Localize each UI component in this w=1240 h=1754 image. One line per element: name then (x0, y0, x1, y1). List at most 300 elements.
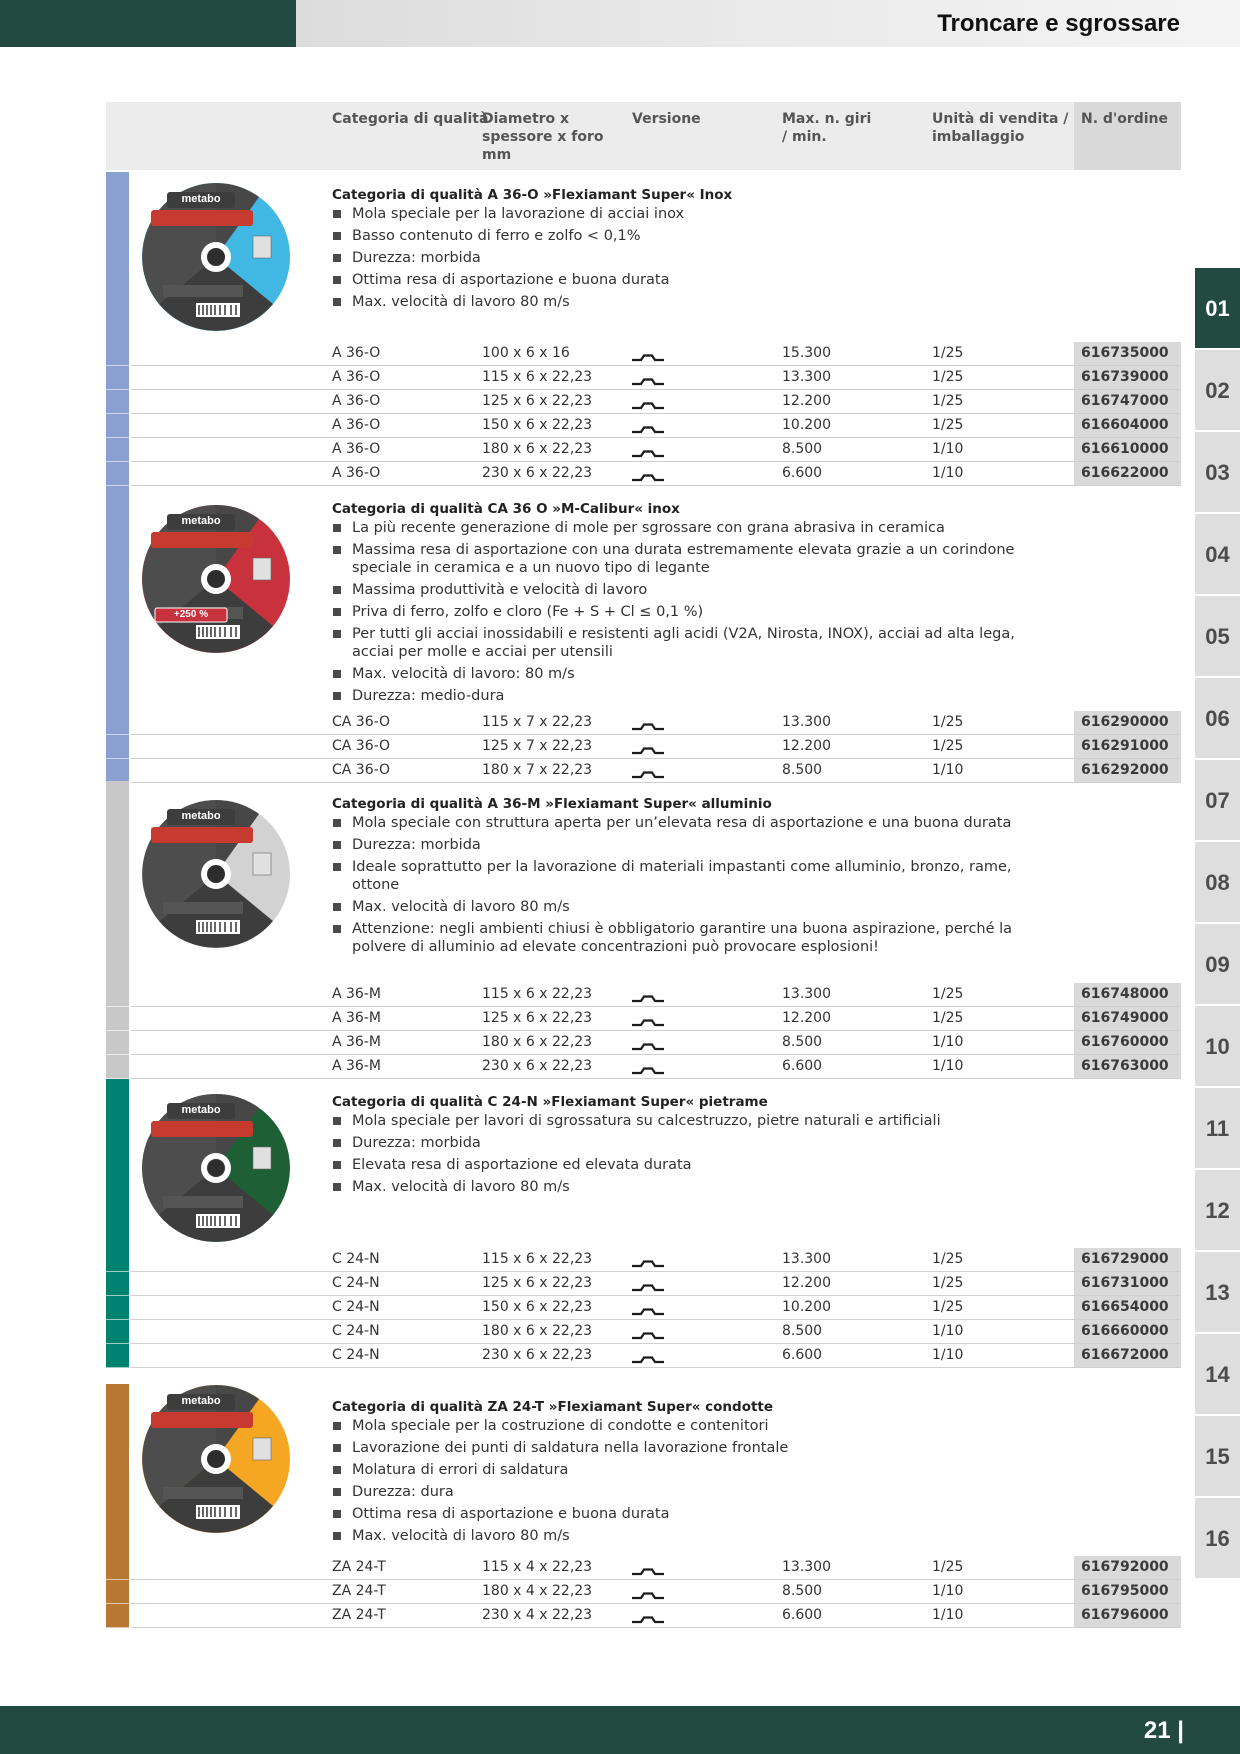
depressed-centre-disc-profile-icon (632, 422, 664, 430)
footer-bar (0, 1706, 1240, 1754)
packaging-cell: 1/10 (932, 1058, 964, 1074)
max-rpm-cell: 6.600 (782, 1058, 823, 1074)
order-number-cell (1074, 1007, 1181, 1030)
page-title: Troncare e sgrossare (937, 10, 1180, 37)
depressed-centre-disc-profile-icon (632, 1564, 664, 1572)
chapter-tab-15[interactable] (1195, 1416, 1240, 1496)
dimensions-cell: 125 x 6 x 22,23 (482, 393, 593, 409)
chapter-tab-label: 13 (1205, 1280, 1230, 1305)
product-rows (106, 1556, 1181, 1628)
section-title: Categoria di qualità CA 36 O »M-Calibur« inox (332, 501, 680, 517)
header-order-number: N. d'ordine (1081, 111, 1169, 127)
product-section (106, 172, 1181, 486)
table-row (106, 342, 1181, 366)
quality-category-cell: A 36-O (332, 417, 381, 433)
order-number-cell (1074, 1296, 1181, 1319)
table-row (106, 366, 1181, 390)
max-rpm-cell: 12.200 (782, 1010, 831, 1026)
table-row (106, 390, 1181, 414)
row-color-stripe (106, 735, 129, 759)
chapter-tab-label: 10 (1205, 1034, 1230, 1059)
grinding-disc-image (141, 504, 291, 654)
table-row (106, 1344, 1181, 1368)
order-number-cell (1074, 1055, 1181, 1078)
row-color-stripe (106, 1055, 129, 1079)
table-row (106, 983, 1181, 1007)
feature-item: Max. velocità di lavoro 80 m/s (332, 898, 1052, 916)
row-color-stripe (106, 1007, 129, 1031)
order-number: 616763000 (1081, 1058, 1169, 1074)
row-color-stripe (106, 711, 129, 735)
chapter-tab-label: 07 (1205, 788, 1230, 813)
depressed-centre-disc-profile-icon (632, 1015, 664, 1023)
chapter-tab-09[interactable] (1195, 924, 1240, 1004)
row-color-stripe (106, 1248, 129, 1272)
quality-category-cell: ZA 24-T (332, 1583, 386, 1599)
chapter-tab-03[interactable] (1195, 432, 1240, 512)
depressed-centre-disc-profile-icon (632, 1612, 664, 1620)
packaging-cell: 1/25 (932, 738, 964, 754)
packaging-cell: 1/25 (932, 393, 964, 409)
feature-item: Mola speciale con struttura aperta per un’elevata resa di asportazione e una buona durata (332, 814, 1052, 832)
quality-category-cell: CA 36-O (332, 714, 391, 730)
product-section (106, 486, 1181, 783)
order-number: 616748000 (1081, 986, 1169, 1002)
disc-brand-label: metabo (181, 193, 221, 205)
max-rpm-cell: 6.600 (782, 1607, 823, 1623)
header-max-rpm-line: / min. (782, 129, 827, 145)
product-rows (106, 342, 1181, 486)
dimensions-cell: 180 x 6 x 22,23 (482, 1034, 593, 1050)
dimensions-cell: 230 x 4 x 22,23 (482, 1607, 593, 1623)
order-number: 616654000 (1081, 1299, 1169, 1315)
max-rpm-cell: 8.500 (782, 1323, 823, 1339)
quality-category-cell: C 24-N (332, 1275, 380, 1291)
table-row (106, 1007, 1181, 1031)
packaging-cell: 1/25 (932, 714, 964, 730)
max-rpm-cell: 8.500 (782, 441, 823, 457)
dimensions-cell: 150 x 6 x 22,23 (482, 417, 593, 433)
order-number-cell (1074, 1272, 1181, 1295)
order-number-cell (1074, 1556, 1181, 1579)
product-section (106, 1384, 1181, 1628)
depressed-centre-disc-profile-icon (632, 1256, 664, 1264)
quality-category-cell: A 36-M (332, 986, 381, 1002)
feature-item: Per tutti gli acciai inossidabili e resistenti agli acidi (V2A, Nirosta, INOX), acciai ad alta lega, acciai per molle e acciai per utensili (332, 625, 1052, 661)
feature-item: Attenzione: negli ambienti chiusi è obbligatorio garantire una buona aspirazione, perché la polvere di alluminio ad elevate concentrazioni può provocare esplosioni! (332, 920, 1052, 956)
dimensions-cell: 150 x 6 x 22,23 (482, 1299, 593, 1315)
row-color-stripe (106, 438, 129, 462)
feature-item: La più recente generazione di mole per sgrossare con grana abrasiva in ceramica (332, 519, 1052, 537)
chapter-tab-label: 14 (1205, 1362, 1230, 1387)
max-rpm-cell: 8.500 (782, 1034, 823, 1050)
depressed-centre-disc-profile-icon (632, 1352, 664, 1360)
table-row (106, 414, 1181, 438)
dimensions-cell: 125 x 7 x 22,23 (482, 738, 593, 754)
chapter-tab-label: 06 (1205, 706, 1230, 731)
order-number-cell (1074, 438, 1181, 461)
packaging-cell: 1/10 (932, 465, 964, 481)
disc-brand-label: metabo (181, 515, 221, 527)
feature-item: Durezza: dura (332, 1483, 1052, 1501)
chapter-tab-08[interactable] (1195, 842, 1240, 922)
order-number: 616795000 (1081, 1583, 1169, 1599)
order-number-cell (1074, 1031, 1181, 1054)
packaging-cell: 1/10 (932, 1347, 964, 1363)
table-row (106, 1272, 1181, 1296)
max-rpm-cell: 8.500 (782, 1583, 823, 1599)
header-dimensions-line: mm (482, 147, 512, 163)
chapter-tab-label: 04 (1205, 542, 1230, 567)
section-title: Categoria di qualità C 24-N »Flexiamant Super« pietrame (332, 1094, 768, 1110)
table-row (106, 711, 1181, 735)
quality-category-cell: ZA 24-T (332, 1607, 386, 1623)
dimensions-cell: 115 x 6 x 22,23 (482, 1251, 593, 1267)
order-number-cell (1074, 414, 1181, 437)
depressed-centre-disc-profile-icon (632, 767, 664, 775)
order-number: 616610000 (1081, 441, 1169, 457)
depressed-centre-disc-profile-icon (632, 1063, 664, 1071)
feature-item: Durezza: morbida (332, 836, 1052, 854)
depressed-centre-disc-profile-icon (632, 470, 664, 478)
row-color-stripe (106, 366, 129, 390)
dimensions-cell: 180 x 7 x 22,23 (482, 762, 593, 778)
quality-category-cell: C 24-N (332, 1299, 380, 1315)
chapter-tab-label: 01 (1205, 296, 1230, 321)
quality-category-cell: A 36-M (332, 1010, 381, 1026)
order-number-cell (1074, 1344, 1181, 1367)
packaging-cell: 1/25 (932, 417, 964, 433)
order-number-cell (1074, 1580, 1181, 1603)
feature-item: Priva di ferro, zolfo e cloro (Fe + S + Cl ≤ 0,1 %) (332, 603, 1052, 621)
disc-badge: +250 % (173, 609, 209, 620)
feature-list (332, 814, 1052, 960)
dimensions-cell: 125 x 6 x 22,23 (482, 1010, 593, 1026)
depressed-centre-disc-profile-icon (632, 446, 664, 454)
table-row (106, 1320, 1181, 1344)
table-row (106, 1556, 1181, 1580)
header-bar-dark (0, 0, 296, 47)
order-number: 616792000 (1081, 1559, 1169, 1575)
quality-category-cell: ZA 24-T (332, 1559, 386, 1575)
max-rpm-cell: 6.600 (782, 465, 823, 481)
header-max-rpm-line: Max. n. giri (782, 111, 872, 127)
product-rows (106, 983, 1181, 1079)
packaging-cell: 1/25 (932, 1010, 964, 1026)
table-row (106, 1604, 1181, 1628)
table-header (106, 102, 1181, 170)
feature-list (332, 205, 1052, 315)
chapter-tab-label: 12 (1205, 1198, 1230, 1223)
row-color-stripe (106, 759, 129, 783)
grinding-disc-image (141, 799, 291, 949)
feature-item: Max. velocità di lavoro 80 m/s (332, 1178, 1052, 1196)
packaging-cell: 1/25 (932, 986, 964, 1002)
feature-item: Elevata resa di asportazione ed elevata durata (332, 1156, 1052, 1174)
chapter-tab-label: 03 (1205, 460, 1230, 485)
category-color-stripe (106, 172, 129, 342)
chapter-tab-01[interactable] (1195, 268, 1240, 348)
order-number: 616739000 (1081, 369, 1169, 385)
header-packaging-line: imballaggio (932, 129, 1025, 145)
order-number: 616660000 (1081, 1323, 1169, 1339)
max-rpm-cell: 12.200 (782, 393, 831, 409)
packaging-cell: 1/10 (932, 762, 964, 778)
chapter-tab-16[interactable] (1195, 1498, 1240, 1578)
dimensions-cell: 125 x 6 x 22,23 (482, 1275, 593, 1291)
max-rpm-cell: 13.300 (782, 1559, 831, 1575)
section-title: Categoria di qualità A 36-O »Flexiamant Super« Inox (332, 187, 733, 203)
packaging-cell: 1/10 (932, 1323, 964, 1339)
feature-item: Ottima resa di asportazione e buona durata (332, 1505, 1052, 1523)
feature-item: Ottima resa di asportazione e buona durata (332, 271, 1052, 289)
dimensions-cell: 180 x 6 x 22,23 (482, 1323, 593, 1339)
quality-category-cell: A 36-O (332, 369, 381, 385)
order-number-cell (1074, 1248, 1181, 1271)
category-color-stripe (106, 781, 129, 983)
header-max-rpm (782, 110, 871, 146)
depressed-centre-disc-profile-icon (632, 1588, 664, 1596)
dimensions-cell: 115 x 6 x 22,23 (482, 369, 593, 385)
dimensions-cell: 230 x 6 x 22,23 (482, 465, 593, 481)
chapter-tab-label: 08 (1205, 870, 1230, 895)
depressed-centre-disc-profile-icon (632, 743, 664, 751)
chapter-tab-14[interactable] (1195, 1334, 1240, 1414)
product-rows (106, 1248, 1181, 1368)
page-number: 21 | (1143, 1717, 1184, 1744)
quality-category-cell: C 24-N (332, 1251, 380, 1267)
feature-item: Durezza: medio-dura (332, 687, 1052, 705)
feature-item: Ideale soprattutto per la lavorazione di materiali impastanti come alluminio, bronzo, rame, ottone (332, 858, 1052, 894)
row-color-stripe (106, 462, 129, 486)
category-color-stripe (106, 486, 129, 711)
dimensions-cell: 180 x 4 x 22,23 (482, 1583, 593, 1599)
depressed-centre-disc-profile-icon (632, 350, 664, 358)
chapter-tab-10[interactable] (1195, 1006, 1240, 1086)
order-number: 616796000 (1081, 1607, 1169, 1623)
quality-category-cell: CA 36-O (332, 762, 391, 778)
depressed-centre-disc-profile-icon (632, 1280, 664, 1288)
chapter-tab-label: 02 (1205, 378, 1230, 403)
packaging-cell: 1/25 (932, 1299, 964, 1315)
quality-category-cell: C 24-N (332, 1347, 380, 1363)
chapter-tab-04[interactable] (1195, 514, 1240, 594)
grinding-disc-image (141, 1093, 291, 1243)
order-number: 616672000 (1081, 1347, 1169, 1363)
max-rpm-cell: 6.600 (782, 1347, 823, 1363)
order-number-cell (1074, 759, 1181, 782)
chapter-tab-label: 11 (1205, 1116, 1230, 1141)
order-number-cell (1074, 711, 1181, 734)
depressed-centre-disc-profile-icon (632, 374, 664, 382)
row-color-stripe (106, 983, 129, 1007)
table-row (106, 438, 1181, 462)
feature-item: Max. velocità di lavoro 80 m/s (332, 293, 1052, 311)
packaging-cell: 1/10 (932, 1034, 964, 1050)
feature-item: Mola speciale per la lavorazione di acciai inox (332, 205, 1052, 223)
feature-item: Mola speciale per la costruzione di condotte e contenitori (332, 1417, 1052, 1435)
table-row (106, 1055, 1181, 1079)
feature-item: Durezza: morbida (332, 1134, 1052, 1152)
order-number: 616291000 (1081, 738, 1169, 754)
quality-category-cell: A 36-O (332, 393, 381, 409)
table-row (106, 735, 1181, 759)
header-version: Versione (632, 111, 701, 127)
section-title: Categoria di qualità ZA 24-T »Flexiamant Super« condotte (332, 1399, 774, 1415)
feature-item: Molatura di errori di saldatura (332, 1461, 1052, 1479)
max-rpm-cell: 12.200 (782, 738, 831, 754)
dimensions-cell: 100 x 6 x 16 (482, 345, 570, 361)
disc-brand-label: metabo (181, 810, 221, 822)
depressed-centre-disc-profile-icon (632, 398, 664, 406)
header-packaging (932, 110, 1068, 146)
dimensions-cell: 115 x 6 x 22,23 (482, 986, 593, 1002)
disc-brand-label: metabo (181, 1395, 221, 1407)
order-number: 616760000 (1081, 1034, 1169, 1050)
dimensions-cell: 230 x 6 x 22,23 (482, 1058, 593, 1074)
order-number: 616731000 (1081, 1275, 1169, 1291)
order-number-cell (1074, 366, 1181, 389)
depressed-centre-disc-profile-icon (632, 1328, 664, 1336)
product-section (106, 781, 1181, 1079)
header-quality-category: Categoria di qualità (332, 111, 489, 127)
dimensions-cell: 230 x 6 x 22,23 (482, 1347, 593, 1363)
feature-item: Durezza: morbida (332, 249, 1052, 267)
feature-item: Massima produttività e velocità di lavoro (332, 581, 1052, 599)
packaging-cell: 1/25 (932, 1559, 964, 1575)
packaging-cell: 1/25 (932, 345, 964, 361)
table-row (106, 462, 1181, 486)
quality-category-cell: A 36-M (332, 1034, 381, 1050)
product-rows (106, 711, 1181, 783)
chapter-tab-06[interactable] (1195, 678, 1240, 758)
order-number: 616735000 (1081, 345, 1169, 361)
category-color-stripe (106, 1384, 129, 1556)
quality-category-cell: A 36-O (332, 441, 381, 457)
max-rpm-cell: 15.300 (782, 345, 831, 361)
header-dimensions-line: Diametro x (482, 111, 570, 127)
chapter-tab-label: 15 (1205, 1444, 1230, 1469)
product-section (106, 1079, 1181, 1368)
order-number: 616290000 (1081, 714, 1169, 730)
order-number-cell (1074, 390, 1181, 413)
order-number: 616749000 (1081, 1010, 1169, 1026)
chapter-tab-11[interactable] (1195, 1088, 1240, 1168)
order-number-cell (1074, 462, 1181, 485)
feature-list (332, 519, 1052, 709)
max-rpm-cell: 13.300 (782, 1251, 831, 1267)
chapter-tab-02[interactable] (1195, 350, 1240, 430)
depressed-centre-disc-profile-icon (632, 991, 664, 999)
depressed-centre-disc-profile-icon (632, 1039, 664, 1047)
max-rpm-cell: 13.300 (782, 986, 831, 1002)
quality-category-cell: C 24-N (332, 1323, 380, 1339)
feature-item: Max. velocità di lavoro 80 m/s (332, 1527, 1052, 1545)
row-color-stripe (106, 1556, 129, 1580)
order-number-cell (1074, 735, 1181, 758)
chapter-tab-12[interactable] (1195, 1170, 1240, 1250)
order-number: 616747000 (1081, 393, 1169, 409)
order-number: 616622000 (1081, 465, 1169, 481)
disc-brand-label: metabo (181, 1104, 221, 1116)
chapter-tab-07[interactable] (1195, 760, 1240, 840)
header-dimensions-line: spessore x foro (482, 129, 604, 145)
packaging-cell: 1/25 (932, 1275, 964, 1291)
chapter-tab-label: 05 (1205, 624, 1230, 649)
row-color-stripe (106, 390, 129, 414)
order-number-cell (1074, 342, 1181, 365)
table-row (106, 1248, 1181, 1272)
max-rpm-cell: 10.200 (782, 417, 831, 433)
max-rpm-cell: 13.300 (782, 369, 831, 385)
packaging-cell: 1/10 (932, 441, 964, 457)
category-color-stripe (106, 1079, 129, 1248)
row-color-stripe (106, 1344, 129, 1368)
row-color-stripe (106, 1031, 129, 1055)
row-color-stripe (106, 1580, 129, 1604)
feature-item: Mola speciale per lavori di sgrossatura su calcestruzzo, pietre naturali e artificiali (332, 1112, 1052, 1130)
quality-category-cell: A 36-M (332, 1058, 381, 1074)
feature-item: Massima resa di asportazione con una durata estremamente elevata grazie a un corindone speciale in ceramica e a un nuovo tipo di legante (332, 541, 1052, 577)
order-number-cell (1074, 1320, 1181, 1343)
order-number-cell (1074, 983, 1181, 1006)
table-row (106, 1296, 1181, 1320)
dimensions-cell: 115 x 4 x 22,23 (482, 1559, 593, 1575)
feature-item: Basso contenuto di ferro e zolfo < 0,1% (332, 227, 1052, 245)
max-rpm-cell: 13.300 (782, 714, 831, 730)
table-row (106, 1031, 1181, 1055)
header-dimensions (482, 110, 604, 164)
row-color-stripe (106, 414, 129, 438)
max-rpm-cell: 12.200 (782, 1275, 831, 1291)
chapter-tab-13[interactable] (1195, 1252, 1240, 1332)
row-color-stripe (106, 1296, 129, 1320)
row-color-stripe (106, 1272, 129, 1296)
quality-category-cell: A 36-O (332, 465, 381, 481)
feature-list (332, 1417, 1052, 1549)
feature-list (332, 1112, 1052, 1200)
max-rpm-cell: 10.200 (782, 1299, 831, 1315)
chapter-tab-label: 09 (1205, 952, 1230, 977)
chapter-tab-label: 16 (1205, 1526, 1230, 1551)
packaging-cell: 1/10 (932, 1607, 964, 1623)
quality-category-cell: CA 36-O (332, 738, 391, 754)
grinding-disc-image (141, 1384, 291, 1534)
section-title: Categoria di qualità A 36-M »Flexiamant Super« alluminio (332, 796, 772, 812)
depressed-centre-disc-profile-icon (632, 1304, 664, 1312)
chapter-tab-05[interactable] (1195, 596, 1240, 676)
order-number: 616604000 (1081, 417, 1169, 433)
feature-item: Max. velocità di lavoro: 80 m/s (332, 665, 1052, 683)
max-rpm-cell: 8.500 (782, 762, 823, 778)
packaging-cell: 1/10 (932, 1583, 964, 1599)
packaging-cell: 1/25 (932, 369, 964, 385)
header-packaging-line: Unità di vendita / (932, 111, 1069, 127)
depressed-centre-disc-profile-icon (632, 719, 664, 727)
order-number: 616729000 (1081, 1251, 1169, 1267)
feature-item: Lavorazione dei punti di saldatura nella lavorazione frontale (332, 1439, 1052, 1457)
row-color-stripe (106, 342, 129, 366)
dimensions-cell: 180 x 6 x 22,23 (482, 441, 593, 457)
grinding-disc-image (141, 182, 291, 332)
order-number-cell (1074, 1604, 1181, 1627)
dimensions-cell: 115 x 7 x 22,23 (482, 714, 593, 730)
table-row (106, 759, 1181, 783)
table-row (106, 1580, 1181, 1604)
order-number: 616292000 (1081, 762, 1169, 778)
quality-category-cell: A 36-O (332, 345, 381, 361)
row-color-stripe (106, 1320, 129, 1344)
